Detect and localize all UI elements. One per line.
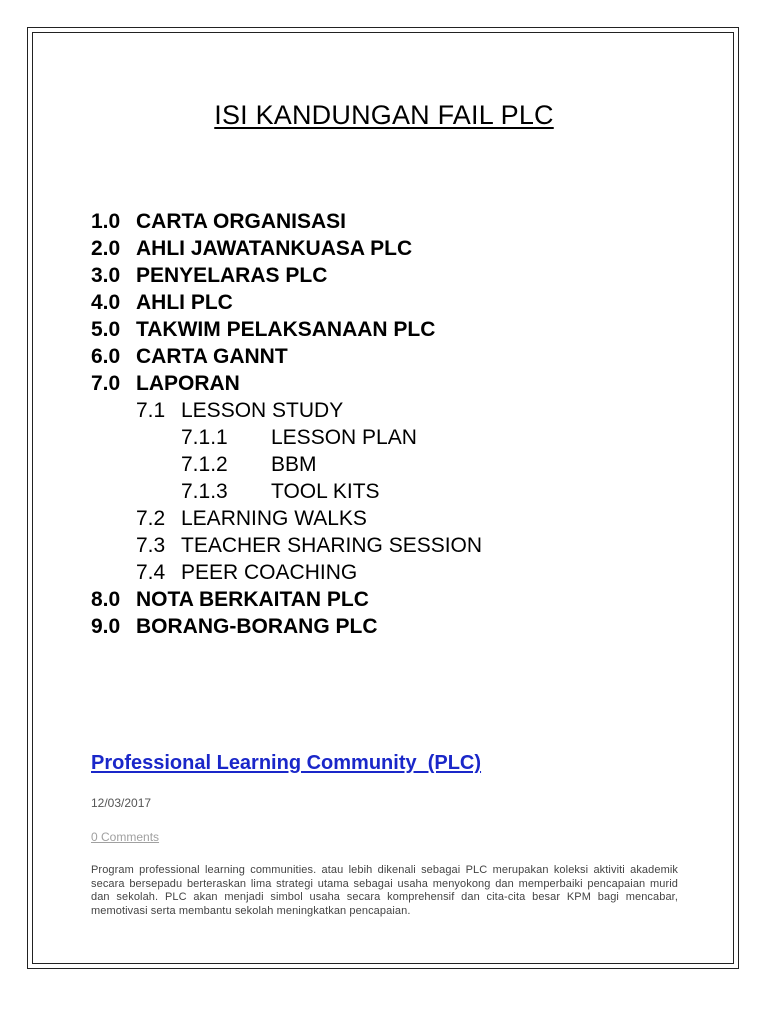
post-body-text: Program professional learning communities. atau lebih dikenali sebagai PLC merupakan koleksi aktiviti akademik secara bersepadu berteraskan lima strategi utama sebagai usaha menyokong dan memperbaiki pencapaian murid dan sekolah. PLC akan menjadi simbol usaha secara komprehensif dan cita-cita besar KPM bagi mencabar, memotivasi serta membantu sekolah meningkatkan pencapaian. [91,864,678,917]
toc-item-label: CARTA GANNT [136,345,288,368]
toc-item-number: 7.4 [136,561,166,584]
toc-item-label: AHLI JAWATANKUASA PLC [136,237,413,260]
toc-item-number: 8.0 [91,588,121,611]
toc-subsubitem [91,478,691,505]
toc-item-number: 7.1.3 [181,480,228,503]
toc-subsubitem [91,451,691,478]
toc-subitem [91,532,691,559]
toc-item [91,316,691,343]
toc-item [91,262,691,289]
toc-item-number: 6.0 [91,345,121,368]
toc-item [91,586,691,613]
toc-item-label: PENYELARAS PLC [136,264,328,287]
toc-item-number: 4.0 [91,291,121,314]
toc-item-number: 5.0 [91,318,121,341]
toc-item-number: 9.0 [91,615,121,638]
toc-item-number: 7.0 [91,372,121,395]
toc-item-label: LEARNING WALKS [181,507,367,530]
toc-item-label: TEACHER SHARING SESSION [181,534,483,557]
toc-item-label: LAPORAN [136,372,240,395]
toc-subsubitem [91,424,691,451]
toc-subitem [91,559,691,586]
comments-link[interactable]: 0 Comments [91,830,160,844]
toc-item-label: AHLI PLC [136,291,233,314]
toc-item-label: NOTA BERKAITAN PLC [136,588,369,611]
post-title-link[interactable]: Professional Learning Community (PLC) [91,752,482,774]
toc-item [91,370,691,397]
toc-item-label: TOOL KITS [271,480,380,503]
toc-item-number: 7.3 [136,534,166,557]
toc-item-label: CARTA ORGANISASI [136,210,346,233]
toc-item [91,343,691,370]
toc-item [91,613,691,640]
table-of-contents [91,208,691,640]
toc-item [91,289,691,316]
toc-item-label: LESSON PLAN [271,426,417,449]
toc-item-number: 7.2 [136,507,166,530]
toc-item-number: 7.1 [136,399,166,422]
toc-item-number: 1.0 [91,210,121,233]
toc-item-label: TAKWIM PELAKSANAAN PLC [136,318,436,341]
toc-subitem [91,397,691,424]
document-title: ISI KANDUNGAN FAIL PLC [214,100,554,130]
toc-item-number: 7.1.2 [181,453,228,476]
toc-item [91,235,691,262]
toc-item-label: PEER COACHING [181,561,358,584]
toc-item-label: BBM [271,453,317,476]
toc-item-number: 7.1.1 [181,426,228,449]
toc-item-number: 2.0 [91,237,121,260]
toc-item-label: LESSON STUDY [181,399,344,422]
toc-item-number: 3.0 [91,264,121,287]
toc-item-label: BORANG-BORANG PLC [136,615,378,638]
post-date: 12/03/2017 [91,796,152,810]
toc-item [91,208,691,235]
toc-subitem [91,505,691,532]
